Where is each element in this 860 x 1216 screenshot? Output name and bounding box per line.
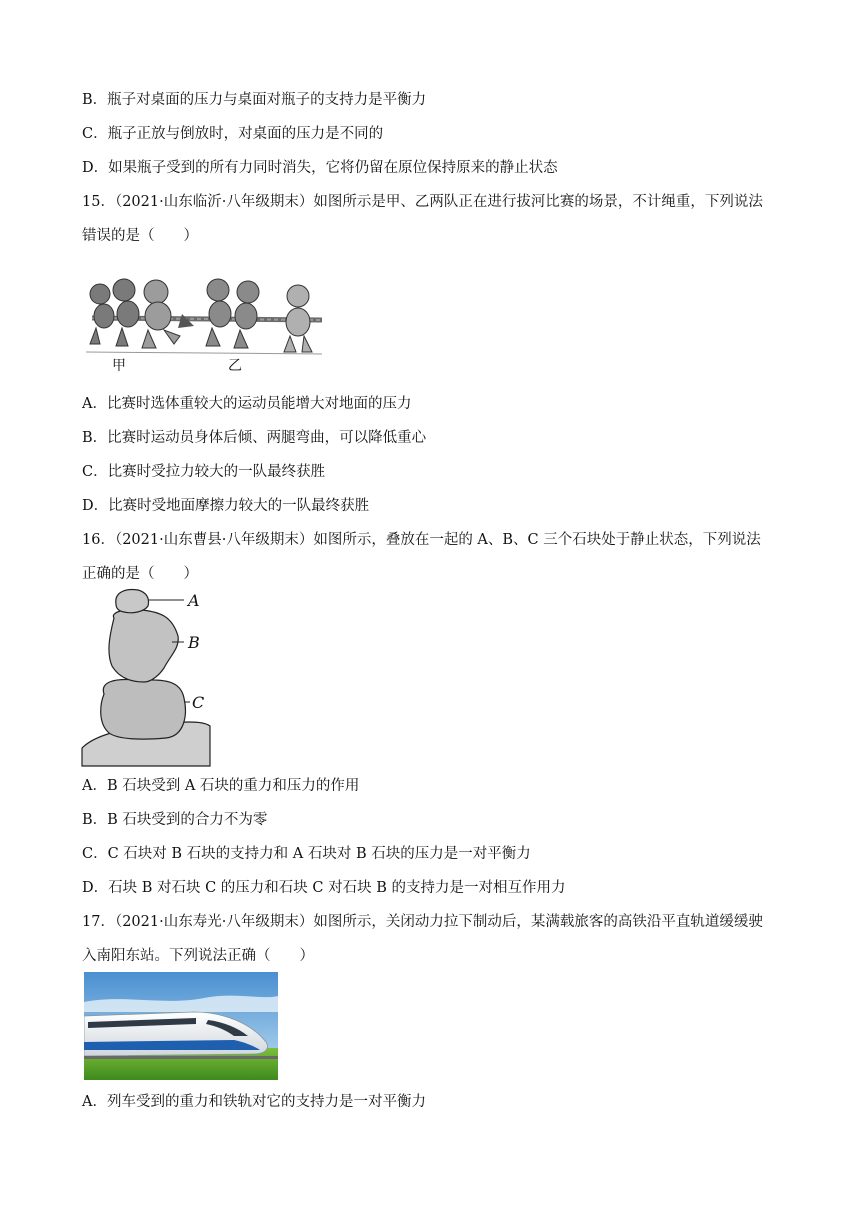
- q15-stem-line2: 错误的是（ ）: [82, 228, 198, 244]
- q16-option-a: A．B 石块受到 A 石块的重力和压力的作用: [82, 778, 360, 794]
- stacked-stones-diagram: [80, 586, 214, 768]
- q17-option-a: A．列车受到的重力和铁轨对它的支持力是一对平衡力: [82, 1094, 426, 1110]
- train-image: [84, 972, 278, 1080]
- q14-option-b: B．瓶子对桌面的压力与桌面对瓶子的支持力是平衡力: [82, 92, 427, 108]
- q15-option-a: A．比赛时选体重较大的运动员能增大对地面的压力: [82, 396, 412, 412]
- q15-option-d: D．比赛时受地面摩擦力较大的一队最终获胜: [82, 498, 370, 514]
- label-a: A: [188, 591, 200, 610]
- q16-option-d: D．石块 B 对石块 C 的压力和石块 C 对石块 B 的支持力是一对相互作用力: [82, 880, 566, 896]
- q16-option-b: B．B 石块受到的合力不为零: [82, 812, 268, 828]
- q17-stem-line1: 17．（2021·山东寿光·八年级期末）如图所示，关闭动力拉下制动后，某满载旅客的高铁沿平直轨道缓缓驶: [82, 914, 763, 930]
- q16-stem-line2: 正确的是（ ）: [82, 566, 198, 582]
- q15-stem-line1: 15．（2021·山东临沂·八年级期末）如图所示是甲、乙两队正在进行拔河比赛的场景，不计绳重，下列说法: [82, 194, 763, 210]
- label-c: C: [192, 693, 205, 712]
- tug-of-war-illustration: [82, 270, 328, 376]
- tug-of-war-figure: [82, 270, 328, 376]
- label-yi: 乙: [228, 358, 242, 374]
- label-jia: 甲: [112, 358, 126, 374]
- stacked-stones-figure: [80, 586, 214, 768]
- q15-option-b: B．比赛时运动员身体后倾、两腿弯曲，可以降低重心: [82, 430, 427, 446]
- q15-option-c: C．比赛时受拉力较大的一队最终获胜: [82, 464, 326, 480]
- q17-stem-line2: 入南阳东站。下列说法正确（ ）: [82, 948, 314, 964]
- label-b: B: [188, 633, 200, 652]
- high-speed-train-photo: [84, 972, 278, 1080]
- q16-stem-line1: 16．（2021·山东曹县·八年级期末）如图所示，叠放在一起的 A、B、C 三个石块处于静止状态，下列说法: [82, 532, 761, 548]
- q14-option-d: D．如果瓶子受到的所有力同时消失，它将仍留在原位保持原来的静止状态: [82, 160, 558, 176]
- q14-option-c: C．瓶子正放与倒放时，对桌面的压力是不同的: [82, 126, 384, 142]
- q16-option-c: C．C 石块对 B 石块的支持力和 A 石块对 B 石块的压力是一对平衡力: [82, 846, 531, 862]
